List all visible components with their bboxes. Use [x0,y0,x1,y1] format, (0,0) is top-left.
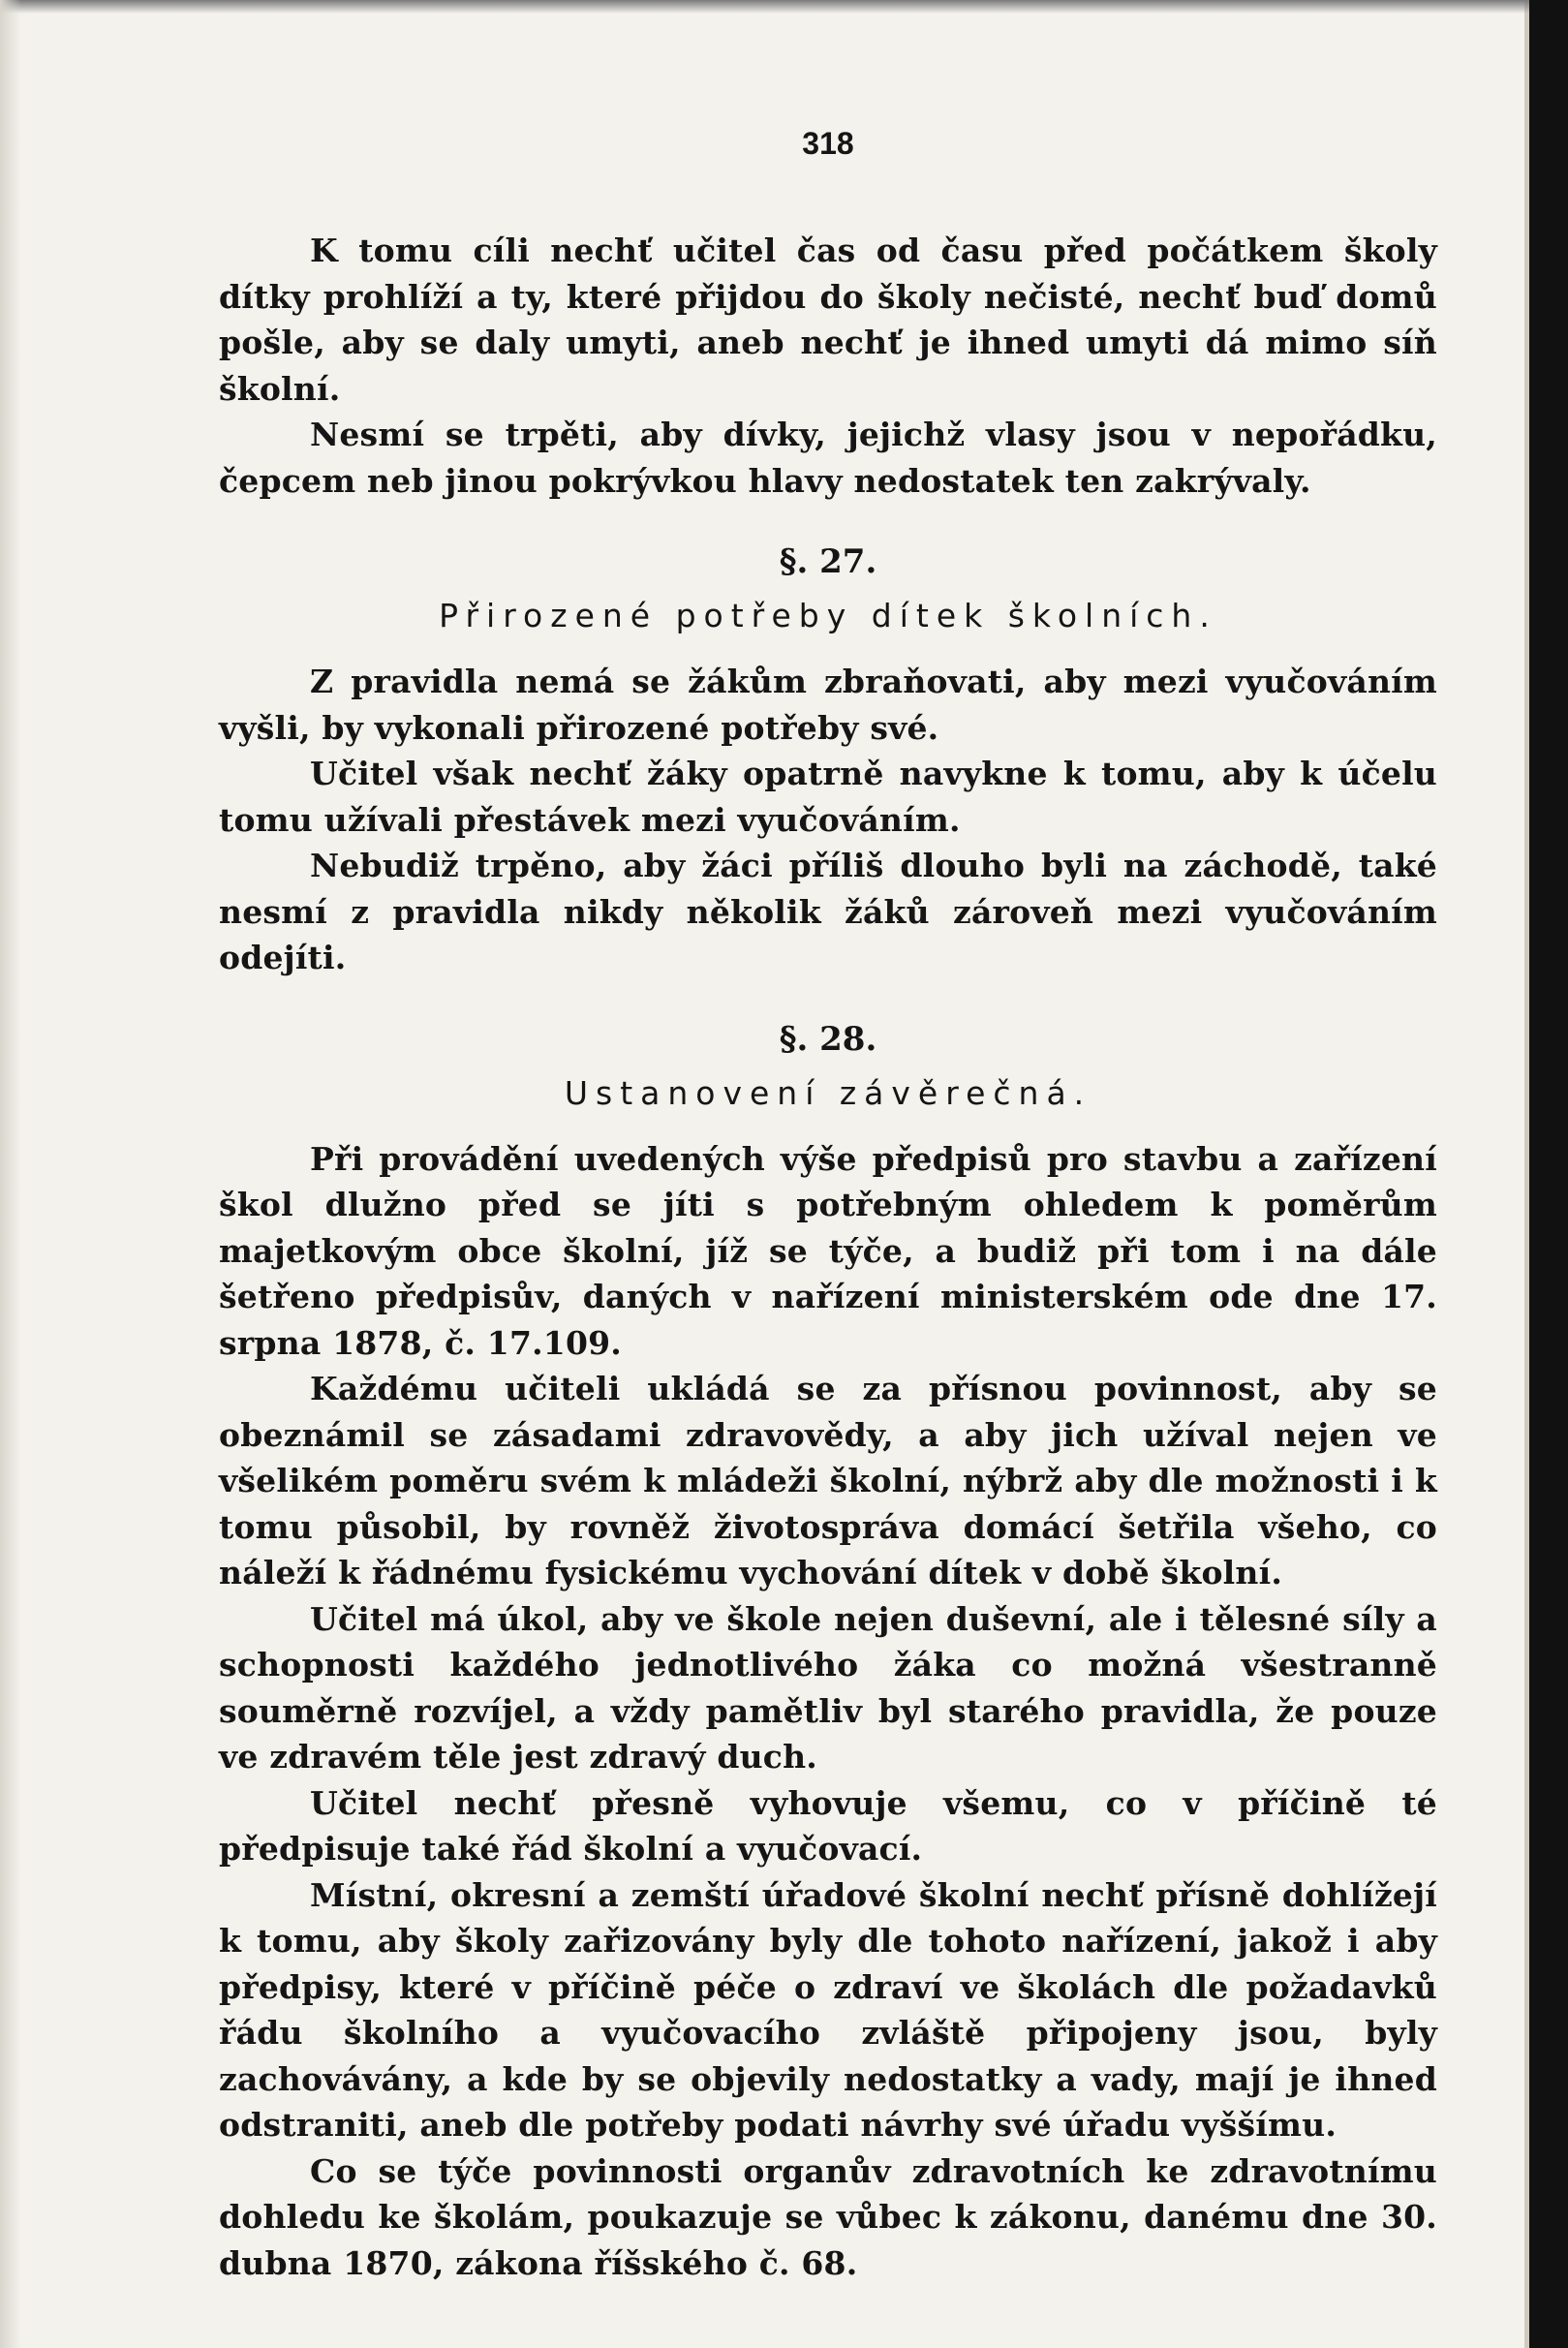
paragraph: Nebudiž trpěno, aby žáci příliš dlouho byli na záchodě, také nesmí z pravidla nikdy několik žáků zároveň mezi vyučováním odejíti. [219,847,1437,976]
section-28-title: Ustanovení závěrečná. [564,1073,1092,1112]
section-27-number: §. 27. [779,542,877,581]
paragraph: Každému učiteli ukládá se za přísnou povinnost, aby se obeznámil se zásadami zdravovědy, a aby jich užíval nejen ve všelikém poměru svém k mládeži školní, nýbrž aby dle možnosti i k tomu působil, by rovněž životospráva domácí šetřila všeho, co náleží k řádnému fysickému vychování dítek v době školní. [219,1370,1437,1591]
paragraph: Učitel nechť přesně vyhovuje všemu, co v příčině té předpisuje také řád školní a vyučovací. [219,1783,1437,1868]
page-text [219,126,1437,2286]
scan-edge-top [0,0,1530,14]
section-28-number: §. 28. [779,1019,877,1059]
paragraph: K tomu cíli nechť učitel čas od času před počátkem školy dítky prohlíží a ty, které přijdou do školy nečisté, nechť buď domů pošle, aby se daly umyti, aneb nechť je ihned umyti dá mimo síň školní. [219,232,1437,408]
paragraph: Učitel má úkol, aby ve škole nejen duševní, ale i tělesné síly a schopnosti každého jednotlivého žáka co možná všestranně souměrně rozvíjel, a vždy pamětliv byl starého pravidla, že pouze ve zdravém těle jest zdravý duch. [219,1599,1437,1776]
scan-edge-left [0,0,21,2348]
scan-edge-right [1529,0,1568,2348]
paragraph: Co se týče povinnosti organův zdravotních ke zdravotnímu dohledu ke školám, poukazuje se vůbec k zákonu, danému dne 30. dubna 1870, zákona říšského č. 68. [219,2151,1437,2282]
paragraph: Nesmí se trpěti, aby dívky, jejichž vlasy jsou v nepořádku, čepcem neb jinou pokrývkou hlavy nedostatek ten zakrývaly. [219,416,1437,500]
section-27-title: Přirozené potřeby dítek školních. [439,597,1217,634]
paragraph: Místní, okresní a zemští úřadové školní nechť přísně dohlížejí k tomu, aby školy zařizovány byly dle tohoto nařízení, jakož i aby předpisy, které v příčině péče o zdraví ve školách dle požadavků řádu školního a vyučovacího zvláště připojeny jsou, byly zachovávány, a kde by se objevily nedostatky a vady, mají je ihned odstraniti, aneb dle potřeby podati návrhy své úřadu vyššímu. [219,1875,1437,2144]
paragraph: Učitel však nechť žáky opatrně navykne k tomu, aby k účelu tomu užívali přestávek mezi vyučováním. [219,755,1437,839]
page-number: 318 [802,126,854,161]
paragraph: Při provádění uvedených výše předpisů pro stavbu a zařízení škol dlužno před se jíti s potřebným ohledem k poměrům majetkovým obce školní, jíž se týče, a budiž při tom i na dále šetřeno předpisův, daných v nařízení ministerském ode dne 17. srpna 1878, č. 17.109. [219,1139,1437,1362]
paragraph: Z pravidla nemá se žákům zbraňovati, aby mezi vyučováním vyšli, by vykonali přirozené potřeby své. [219,663,1437,747]
